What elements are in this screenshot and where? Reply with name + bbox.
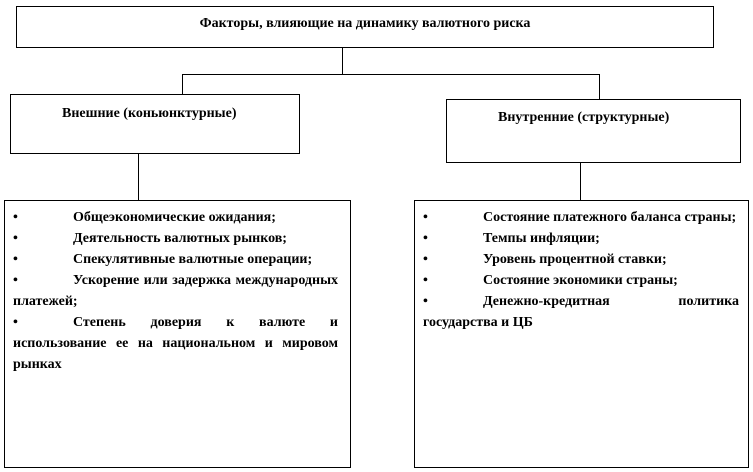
list-item: • Состояние платежного баланса страны;: [423, 207, 739, 228]
bullet-icon: •: [13, 273, 18, 288]
external-factors-list-box: [4, 200, 351, 468]
internal-factors-list: [423, 207, 739, 333]
bullet-icon: •: [423, 294, 428, 309]
list-item: • Спекулятивные валютные операции;: [13, 249, 338, 270]
external-factors-list: [13, 207, 338, 375]
list-item: • Общеэкономические ожидания;: [13, 207, 338, 228]
root-factor-box: [16, 6, 714, 48]
list-item: • Уровень процентной ставки;: [423, 249, 739, 270]
bullet-icon: •: [13, 210, 18, 225]
bullet-icon: •: [423, 210, 428, 225]
internal-factors-list-box: [414, 200, 749, 468]
bullet-icon: •: [13, 231, 18, 246]
list-item: • Деятельность валютных рынков;: [13, 228, 338, 249]
internal-factors-label: Внутренние (структурные): [498, 110, 670, 125]
bullet-icon: •: [13, 315, 18, 330]
list-item: • Темпы инфляции;: [423, 228, 739, 249]
right-list-connector: [580, 163, 581, 200]
bullet-icon: •: [13, 252, 18, 267]
left-list-connector: [138, 154, 139, 200]
external-factors-label: Внешние (коньюнктурные): [62, 106, 237, 121]
external-factors-box: [10, 94, 300, 154]
list-item: • Состояние экономики страны;: [423, 270, 739, 291]
list-item: • Денежно-кредитная политика государства и ЦБ: [423, 291, 739, 333]
right-connector-vertical: [599, 74, 600, 99]
internal-factors-box: [446, 99, 741, 163]
bullet-icon: •: [423, 231, 428, 246]
list-item: • Ускорение или задержка международных платежей;: [13, 270, 338, 312]
branch-connector-horizontal: [182, 74, 600, 75]
list-item: • Степень доверия к валюте и использование ее на национальном и мировом рынках: [13, 312, 338, 375]
root-connector-vertical: [342, 48, 343, 74]
bullet-icon: •: [423, 273, 428, 288]
diagram-title: Факторы, влияющие на динамику валютного риска: [199, 16, 531, 31]
left-connector-vertical: [182, 74, 183, 94]
bullet-icon: •: [423, 252, 428, 267]
